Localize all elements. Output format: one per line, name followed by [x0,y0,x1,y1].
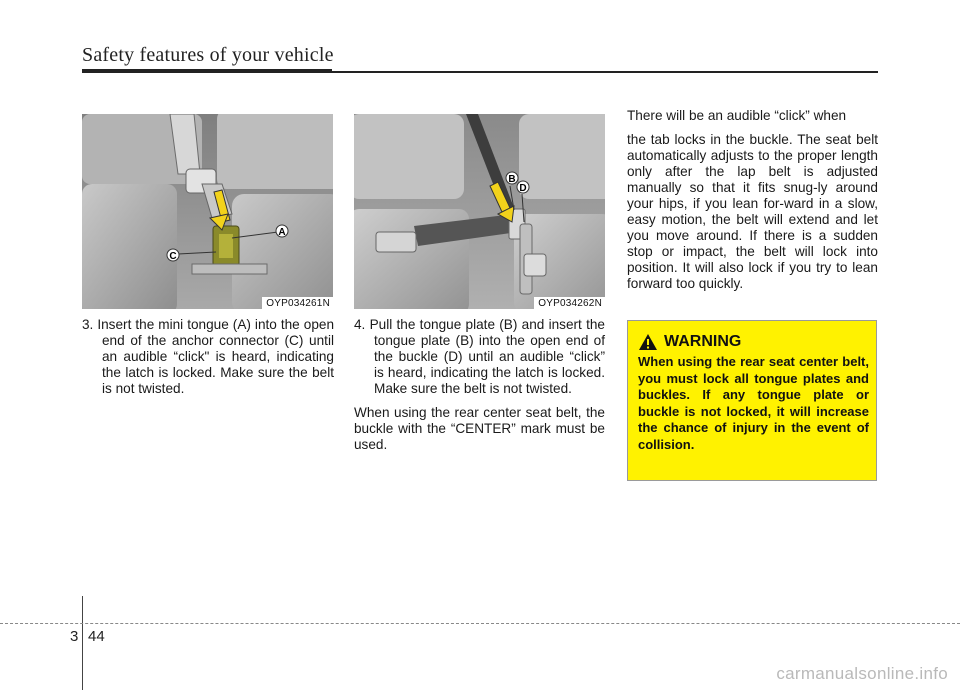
figure-caption: OYP034262N [534,297,605,309]
click-sentence: There will be an audible “click” when [627,108,847,123]
page-header-title: Safety features of your vehicle [82,44,334,66]
header-rule-thin [332,71,878,73]
figure-caption: OYP034261N [262,297,333,309]
label-c: C [169,251,177,262]
footer-rule [0,623,960,624]
column-3 [627,108,878,292]
figure-tongue-plate-illustration [354,114,605,309]
center-belt-note: When using the rear center seat belt, the buckle with the “CENTER” mark must be used. [354,405,605,452]
step-4-text: 4. Pull the tongue plate (B) and insert the tongue plate (B) into the open end of the buckle (D) until an audible “click” is heard, indicating the latch is locked. Make sure the belt is not twisted. [354,317,605,396]
figure-mini-tongue-illustration [82,114,333,309]
footer-divider [82,596,83,690]
label-d: D [519,183,527,194]
label-b: B [508,174,516,185]
site-watermark[interactable]: carmanualsonline.info [776,664,948,683]
warning-box [627,320,877,481]
warning-body: When using the rear seat center belt, you must lock all tongue plates and buckles. If any tongue plate or buckle is not locked, it will increase the chance of injury in the event of collision. [638,354,869,452]
page-number: 44 [88,628,105,645]
warning-title: WARNING [664,333,742,350]
step-3-text: 3. Insert the mini tongue (A) into the open end of the anchor connector (C) until an audible “click" is heard, indicating the latch is locked. Make sure the belt is not twisted. [82,317,334,396]
warning-header [638,333,741,351]
label-a: A [278,227,286,238]
figure-mini-tongue [82,114,333,309]
warning-triangle-icon [638,333,658,351]
chapter-number: 3 [70,628,79,645]
belt-adjust-paragraph: the tab locks in the buckle. The seat belt automatically adjusts to the proper length only after the lap belt is adjusted manually so that it fits snug-ly around your hips, if you lean for-ward in a slow, easy motion, the belt will extend and let you move around. If there is a sudden stop or impact, the belt will lock into position. It will also lock if you try to lean forward too quickly. [627,132,878,291]
header-rule [82,69,332,73]
column-2 [354,317,605,453]
column-1 [82,317,334,397]
figure-tongue-plate [354,114,605,309]
